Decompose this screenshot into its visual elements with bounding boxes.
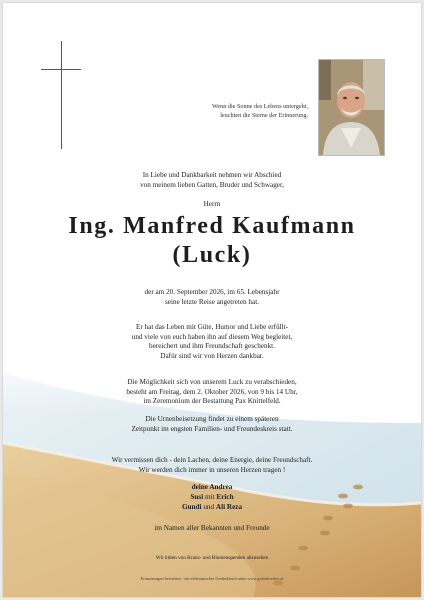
urn-text [3,415,421,434]
portrait-photo [318,59,385,156]
mourner-name: Gundi [181,502,202,511]
missing-text [3,456,421,475]
others-text: im Namen aller Bekannten und Freunde [154,524,270,532]
motto-line: leuchten die Sterne der Erinnerung. [220,111,308,119]
mourner-connector: und [201,502,216,511]
tribute-line: Er hat das Leben mit Güte, Humor und Liebe erfüllt- [135,323,289,331]
mourner-line [3,493,421,503]
intro-line: von meinem lieben Gatten, Bruder und Schwager, [140,180,284,189]
urn-line: Zeitpunkt im engsten Familien- und Freundeskreis statt. [131,424,293,433]
donation-request: Wir bitten von Kranz- und Blumenspenden abzusehen [155,555,269,561]
mourner-name: deine Andrea [191,483,233,491]
tribute-line: und viele von euch haben ihn auf diesem Weg begleitet, [131,332,293,341]
motto [153,103,308,120]
deceased-name: Ing. Manfred Kaufmann [68,213,356,239]
mourner-name: Susi [190,492,204,501]
farewell-line: besteht am Freitag, dem 2. Oktober 2026, von 9 bis 14 Uhr, [126,387,298,396]
missing-line: Wir werden dich immer in unseren Herzen tragen ! [138,465,286,474]
mourner-line [3,503,421,513]
tribute-line: Dafür sind wir von Herzen dankbar. [160,351,264,360]
farewell-text [3,378,421,407]
intro-line: In Liebe und Dankbarkeit nehmen wir Abschied [142,171,282,179]
cross-horizontal-bar [41,69,81,70]
mourner-line [3,483,421,493]
motto-line: Wenn die Sonne des Lebens untergeht, [212,103,308,110]
passing-line: der am 20. September 2026, im 65. Lebensjahr [144,288,280,296]
mourner-connector: mit [203,492,217,501]
footer-note: Erinnerungen bewahren - ein elektronisches Gedenkbuch unter www.gedenkseiten.at [140,576,284,581]
farewell-line: Die Möglichkeit sich von unserem Luck zu verabschieden, [127,378,297,386]
urn-line: Die Urnenbeisetzung findet zu einem späteren [145,415,279,423]
passing-text [3,288,421,307]
farewell-line: im Zeremonium der Bestattung Pax Knittelfeld. [143,397,281,406]
passing-line: seine letzte Reise angetreten hat. [165,297,259,306]
mourners [3,483,421,512]
intro-text [3,171,421,190]
mourner-name: Ali Reza [215,502,243,511]
tribute-line: bereichert und ihm Freundschaft geschenkt. [149,342,275,351]
cross-vertical-bar [61,41,62,149]
mourner-name: Erich [216,492,234,501]
parte-page [3,3,421,597]
deceased-nickname: (Luck) [172,242,252,268]
tribute-text [3,323,421,361]
missing-line: Wir vermissen dich - dein Lachen, deine Energie, deine Freundschaft. [111,456,313,464]
salutation: Herrn [203,200,221,208]
